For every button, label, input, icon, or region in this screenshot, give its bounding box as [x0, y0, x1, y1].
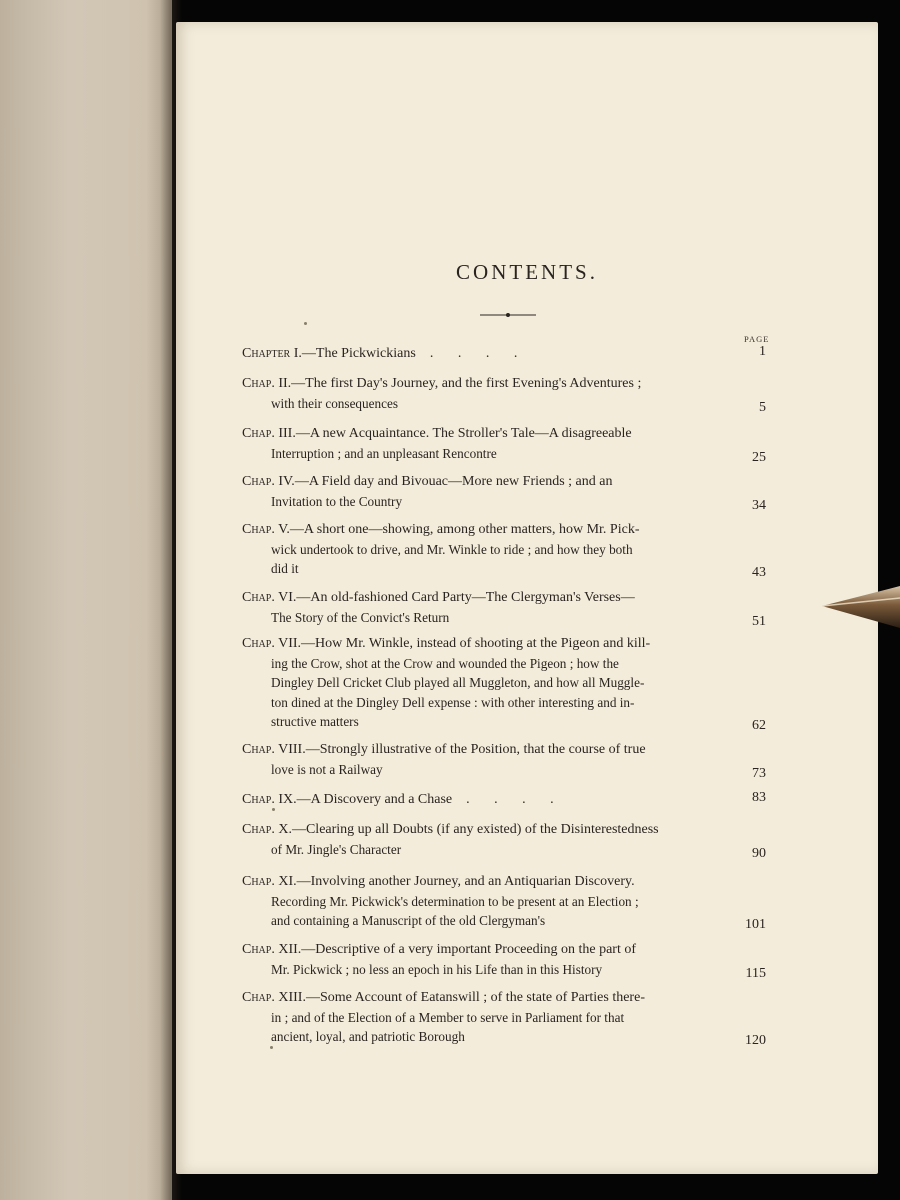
chapter-prefix: Chap.: [242, 990, 275, 1005]
chapter-prefix: Chap.: [242, 636, 275, 651]
page-number: 51: [752, 613, 766, 629]
chapter-title-text: wick undertook to drive, and Mr. Winkle to ride ; and how they both: [271, 541, 633, 557]
chapter-title-text: Mr. Pickwick ; no less an epoch in his Life than in this History: [271, 961, 603, 977]
chapter-prefix: Chap.: [242, 522, 275, 537]
toc-line: [242, 634, 770, 654]
toc-line: [242, 1027, 770, 1047]
page-number: 5: [759, 399, 766, 415]
toc-entry: [242, 472, 770, 511]
chapter-prefix: Chap.: [242, 874, 275, 889]
toc-line: [242, 820, 770, 840]
toc-line: [242, 654, 770, 674]
page-number: 1: [759, 344, 766, 359]
chapter-title-text: The Story of the Convict's Return: [271, 609, 450, 625]
chapter-number: III.: [278, 426, 296, 441]
chapter-title-text: ancient, loyal, and patriotic Borough: [271, 1029, 465, 1044]
toc-line: [242, 693, 770, 713]
toc-line: [242, 344, 770, 364]
toc-line: [242, 540, 770, 560]
page-number: 120: [745, 1033, 766, 1048]
chapter-prefix: Chapter: [242, 346, 291, 361]
toc-line: [242, 872, 770, 892]
toc-line: [242, 424, 770, 444]
page-number: 43: [752, 565, 766, 580]
chapter-title-text: —Clearing up all Doubts (if any existed) of the Disinterestedness: [291, 822, 659, 837]
chapter-number: VII.: [278, 636, 302, 651]
page-number: 101: [745, 917, 766, 932]
toc-line: [242, 1008, 770, 1028]
toc-line: [242, 790, 770, 810]
chapter-title-text: —Strongly illustrative of the Position, that the course of true: [305, 742, 646, 757]
ornament-rule-icon: [480, 312, 536, 318]
toc-entry: [242, 424, 770, 463]
toc-line: [242, 394, 770, 414]
chapter-number: XII.: [278, 942, 302, 957]
chapter-number: XI.: [278, 874, 297, 889]
toc-entry: [242, 940, 770, 979]
toc-line: [242, 840, 770, 860]
toc-line: [242, 988, 770, 1008]
paper-speck: [270, 1046, 273, 1049]
facing-page: [0, 0, 172, 1200]
chapter-title-text: love is not a Railway: [271, 761, 383, 777]
chapter-title-text: Interruption ; and an unpleasant Rencontre: [271, 445, 497, 461]
contents-page: [176, 22, 878, 1174]
toc-line: [242, 588, 770, 608]
chapter-number: I.: [293, 346, 302, 361]
chapter-prefix: Chap.: [242, 474, 275, 489]
chapter-prefix: Chap.: [242, 792, 275, 807]
toc-entry: [242, 344, 770, 364]
page-title: CONTENTS.: [456, 260, 598, 284]
chapter-prefix: Chap.: [242, 376, 275, 391]
chapter-number: IX.: [278, 792, 297, 807]
toc-line: [242, 444, 770, 464]
toc-line: [242, 760, 770, 780]
pen-tip-icon: [820, 584, 900, 628]
chapter-title-text: —The first Day's Journey, and the first Evening's Adventures ;: [291, 376, 642, 391]
chapter-number: VIII.: [278, 742, 306, 757]
toc-entry: [242, 740, 770, 779]
chapter-title-text: did it: [271, 561, 299, 576]
chapter-title-text: —The Pickwickians: [301, 346, 416, 361]
toc-entry: [242, 820, 770, 859]
toc-entry: [242, 988, 770, 1047]
toc-entry: [242, 872, 770, 931]
chapter-title-text: Dingley Dell Cricket Club played all Muggleton, and how all Muggle-: [271, 675, 645, 690]
chapter-title-text: —Involving another Journey, and an Antiquarian Discovery.: [296, 874, 635, 889]
chapter-number: IV.: [278, 474, 295, 489]
chapter-title-text: Recording Mr. Pickwick's determination to be present at an Election ;: [271, 893, 639, 909]
paper-speck: [304, 322, 307, 325]
chapter-title-text: ton dined at the Dingley Dell expense : with other interesting and in-: [271, 694, 635, 710]
toc-line: [242, 740, 770, 760]
page-column-header: PAGE: [744, 334, 770, 344]
dot-leader: . . . .: [452, 792, 554, 807]
chapter-number: VI.: [278, 590, 297, 605]
chapter-number: X.: [278, 822, 292, 837]
page-number: 83: [752, 790, 766, 805]
toc-entry: [242, 634, 770, 732]
chapter-title-text: of Mr. Jingle's Character: [271, 841, 402, 857]
chapter-title-text: —A Discovery and a Chase: [296, 792, 453, 807]
dot-leader: . . . .: [415, 346, 518, 361]
toc-line: [242, 673, 770, 693]
chapter-number: V.: [278, 522, 290, 537]
chapter-title-text: ing the Crow, shot at the Crow and wounded the Pigeon ; how the: [271, 655, 619, 671]
toc-line: [242, 911, 770, 931]
toc-entry: [242, 790, 770, 810]
toc-line: [242, 520, 770, 540]
toc-line: [242, 892, 770, 912]
paper-speck: [272, 808, 275, 811]
toc-line: [242, 940, 770, 960]
chapter-title-text: —Some Account of Eatanswill ; of the state of Parties there-: [305, 990, 645, 1005]
chapter-title-text: structive matters: [271, 714, 359, 729]
chapter-title-text: —Descriptive of a very important Proceeding on the part of: [301, 942, 637, 957]
chapter-number: II.: [278, 376, 292, 391]
toc-entry: [242, 374, 770, 413]
chapter-title-text: —A new Acquaintance. The Stroller's Tale—A disagreeable: [295, 426, 632, 441]
chapter-prefix: Chap.: [242, 742, 275, 757]
chapter-prefix: Chap.: [242, 822, 275, 837]
chapter-title-text: Invitation to the Country: [271, 493, 403, 509]
chapter-title-text: in ; and of the Election of a Member to serve in Parliament for that: [271, 1009, 625, 1025]
chapter-prefix: Chap.: [242, 942, 275, 957]
toc-line: [242, 492, 770, 512]
toc-line: [242, 374, 770, 394]
chapter-title-text: with their consequences: [271, 395, 399, 411]
page-number: 73: [752, 765, 766, 781]
toc-line: [242, 559, 770, 579]
chapter-title-text: and containing a Manuscript of the old Clergyman's: [271, 913, 546, 928]
toc-entry: [242, 520, 770, 579]
chapter-title-text: —An old-fashioned Card Party—The Clergyman's Verses—: [296, 590, 635, 605]
page-number: 115: [745, 965, 766, 981]
chapter-title-text: —A short one—showing, among other matters, how Mr. Pick-: [289, 522, 640, 537]
page-number: 62: [752, 718, 766, 733]
page-number: 25: [752, 449, 766, 465]
toc-line: [242, 960, 770, 980]
chapter-prefix: Chap.: [242, 426, 275, 441]
toc-line: [242, 712, 770, 732]
toc-line: [242, 608, 770, 628]
chapter-title-text: —How Mr. Winkle, instead of shooting at the Pigeon and kill-: [301, 636, 651, 651]
chapter-title-text: —A Field day and Bivouac—More new Friends ; and an: [294, 474, 613, 489]
toc-entry: [242, 588, 770, 627]
page-number: 90: [752, 845, 766, 861]
chapter-number: XIII.: [278, 990, 306, 1005]
page-number: 34: [752, 497, 766, 513]
toc-line: [242, 472, 770, 492]
chapter-prefix: Chap.: [242, 590, 275, 605]
